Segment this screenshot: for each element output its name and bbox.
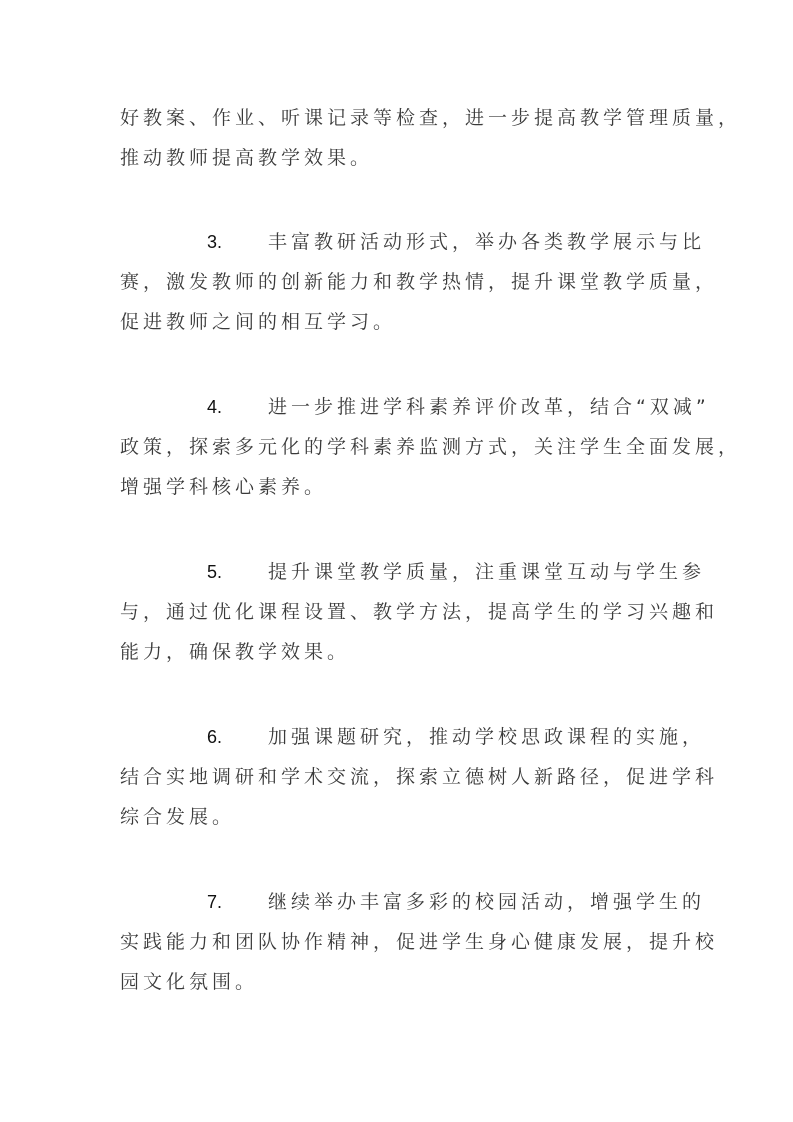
list-item-line: 综合发展。 xyxy=(120,806,236,828)
list-item-line: 园文化氛围。 xyxy=(120,971,259,993)
list-item-line: 结合实地调研和学术交流，探索立德树人新路径，促进学科 xyxy=(120,766,719,788)
list-item-number: 7. xyxy=(207,892,223,912)
list-item-line: 促进教师之间的相互学习。 xyxy=(120,311,397,333)
list-item-line: 能力，确保教学效果。 xyxy=(120,641,351,663)
list-item-line: 增强学科核心素养。 xyxy=(120,476,328,498)
list-item-number: 5. xyxy=(207,562,223,582)
list-item-line: 赛，激发教师的创新能力和教学热情，提升课堂教学质量， xyxy=(120,271,719,293)
list-item-line: 实践能力和团队协作精神，促进学生身心健康发展，提升校 xyxy=(120,931,719,953)
list-item-line: 政策，探索多元化的学科素养监测方式，关注学生全面发展， xyxy=(120,436,742,458)
list-item-line: 继续举办丰富多彩的校园活动，增强学生的 xyxy=(268,891,706,913)
paragraph-line: 推动教师提高教学效果。 xyxy=(120,147,374,169)
paragraph-line: 好教案、作业、听课记录等检查，进一步提高教学管理质量， xyxy=(120,107,742,129)
list-item-line: 与，通过优化课程设置、教学方法，提高学生的学习兴趣和 xyxy=(120,601,719,623)
list-item-line: 进一步推进学科素养评价改革，结合“双减” xyxy=(268,396,710,418)
list-item-number: 4. xyxy=(207,397,223,417)
list-item-line: 丰富教研活动形式，举办各类教学展示与比 xyxy=(268,231,706,253)
list-item-number: 3. xyxy=(207,232,223,252)
list-item-line: 加强课题研究，推动学校思政课程的实施， xyxy=(268,726,706,748)
list-item-number: 6. xyxy=(207,727,223,747)
list-item-line: 提升课堂教学质量，注重课堂互动与学生参 xyxy=(268,561,706,583)
